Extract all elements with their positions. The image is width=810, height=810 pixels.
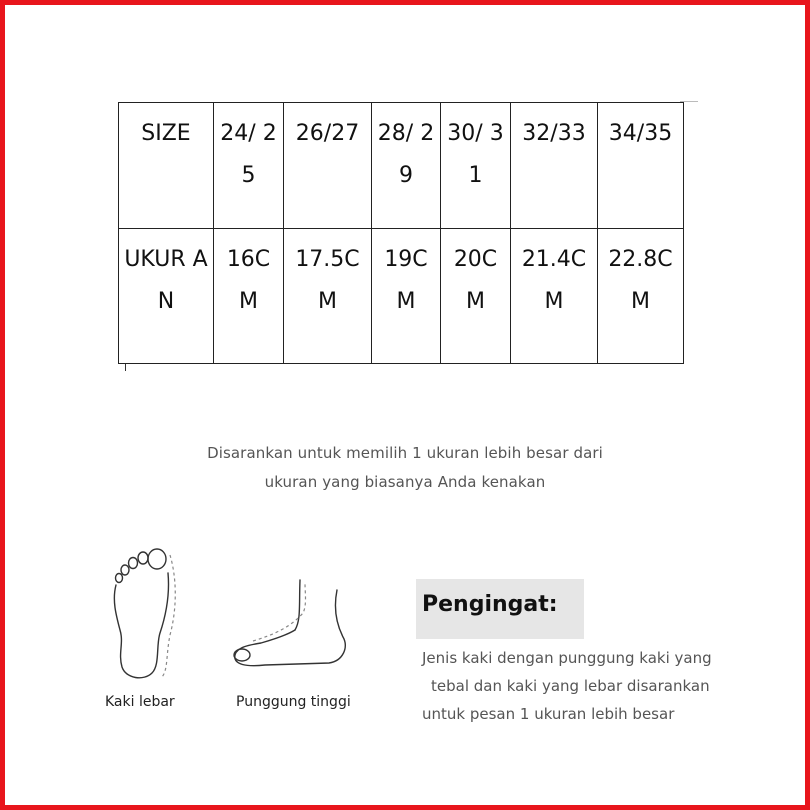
- reminder-text-line-3: untuk pesan 1 ukuran lebih besar: [422, 705, 675, 723]
- measurement-cell: 21.4C M: [511, 229, 598, 364]
- wide-foot-caption: Kaki lebar: [105, 694, 175, 710]
- wide-foot-icon: [104, 545, 184, 685]
- size-cell: 34/35: [598, 103, 684, 229]
- measurement-cell: 17.5C M: [284, 229, 372, 364]
- size-cell: 30/ 31: [441, 103, 511, 229]
- size-advice-line-2: ukuran yang biasanya Anda kenakan: [264, 473, 546, 491]
- reminder-title: Pengingat:: [422, 592, 558, 617]
- measurement-row: [119, 229, 684, 364]
- reminder-text-line-1: Jenis kaki dengan punggung kaki yang: [422, 649, 712, 667]
- size-advice-line-1: Disarankan untuk memilih 1 ukuran lebih besar dari: [207, 444, 603, 462]
- high-instep-foot-icon: [225, 575, 355, 675]
- size-header-cell: SIZE: [119, 103, 214, 229]
- reminder-text-line-2: tebal dan kaki yang lebar disarankan: [431, 677, 710, 695]
- size-chart-table: [118, 102, 684, 364]
- measurement-cell: 20C M: [441, 229, 511, 364]
- table-tick-mark: [125, 364, 126, 371]
- size-cell: 32/33: [511, 103, 598, 229]
- size-cell: 28/ 29: [372, 103, 441, 229]
- size-row: [119, 103, 684, 229]
- size-cell: 24/ 25: [214, 103, 284, 229]
- high-instep-caption: Punggung tinggi: [236, 694, 351, 710]
- measurement-cell: 22.8C M: [598, 229, 684, 364]
- measurement-header-cell: UKUR AN: [119, 229, 214, 364]
- measurement-cell: 19C M: [372, 229, 441, 364]
- measurement-cell: 16C M: [214, 229, 284, 364]
- size-cell: 26/27: [284, 103, 372, 229]
